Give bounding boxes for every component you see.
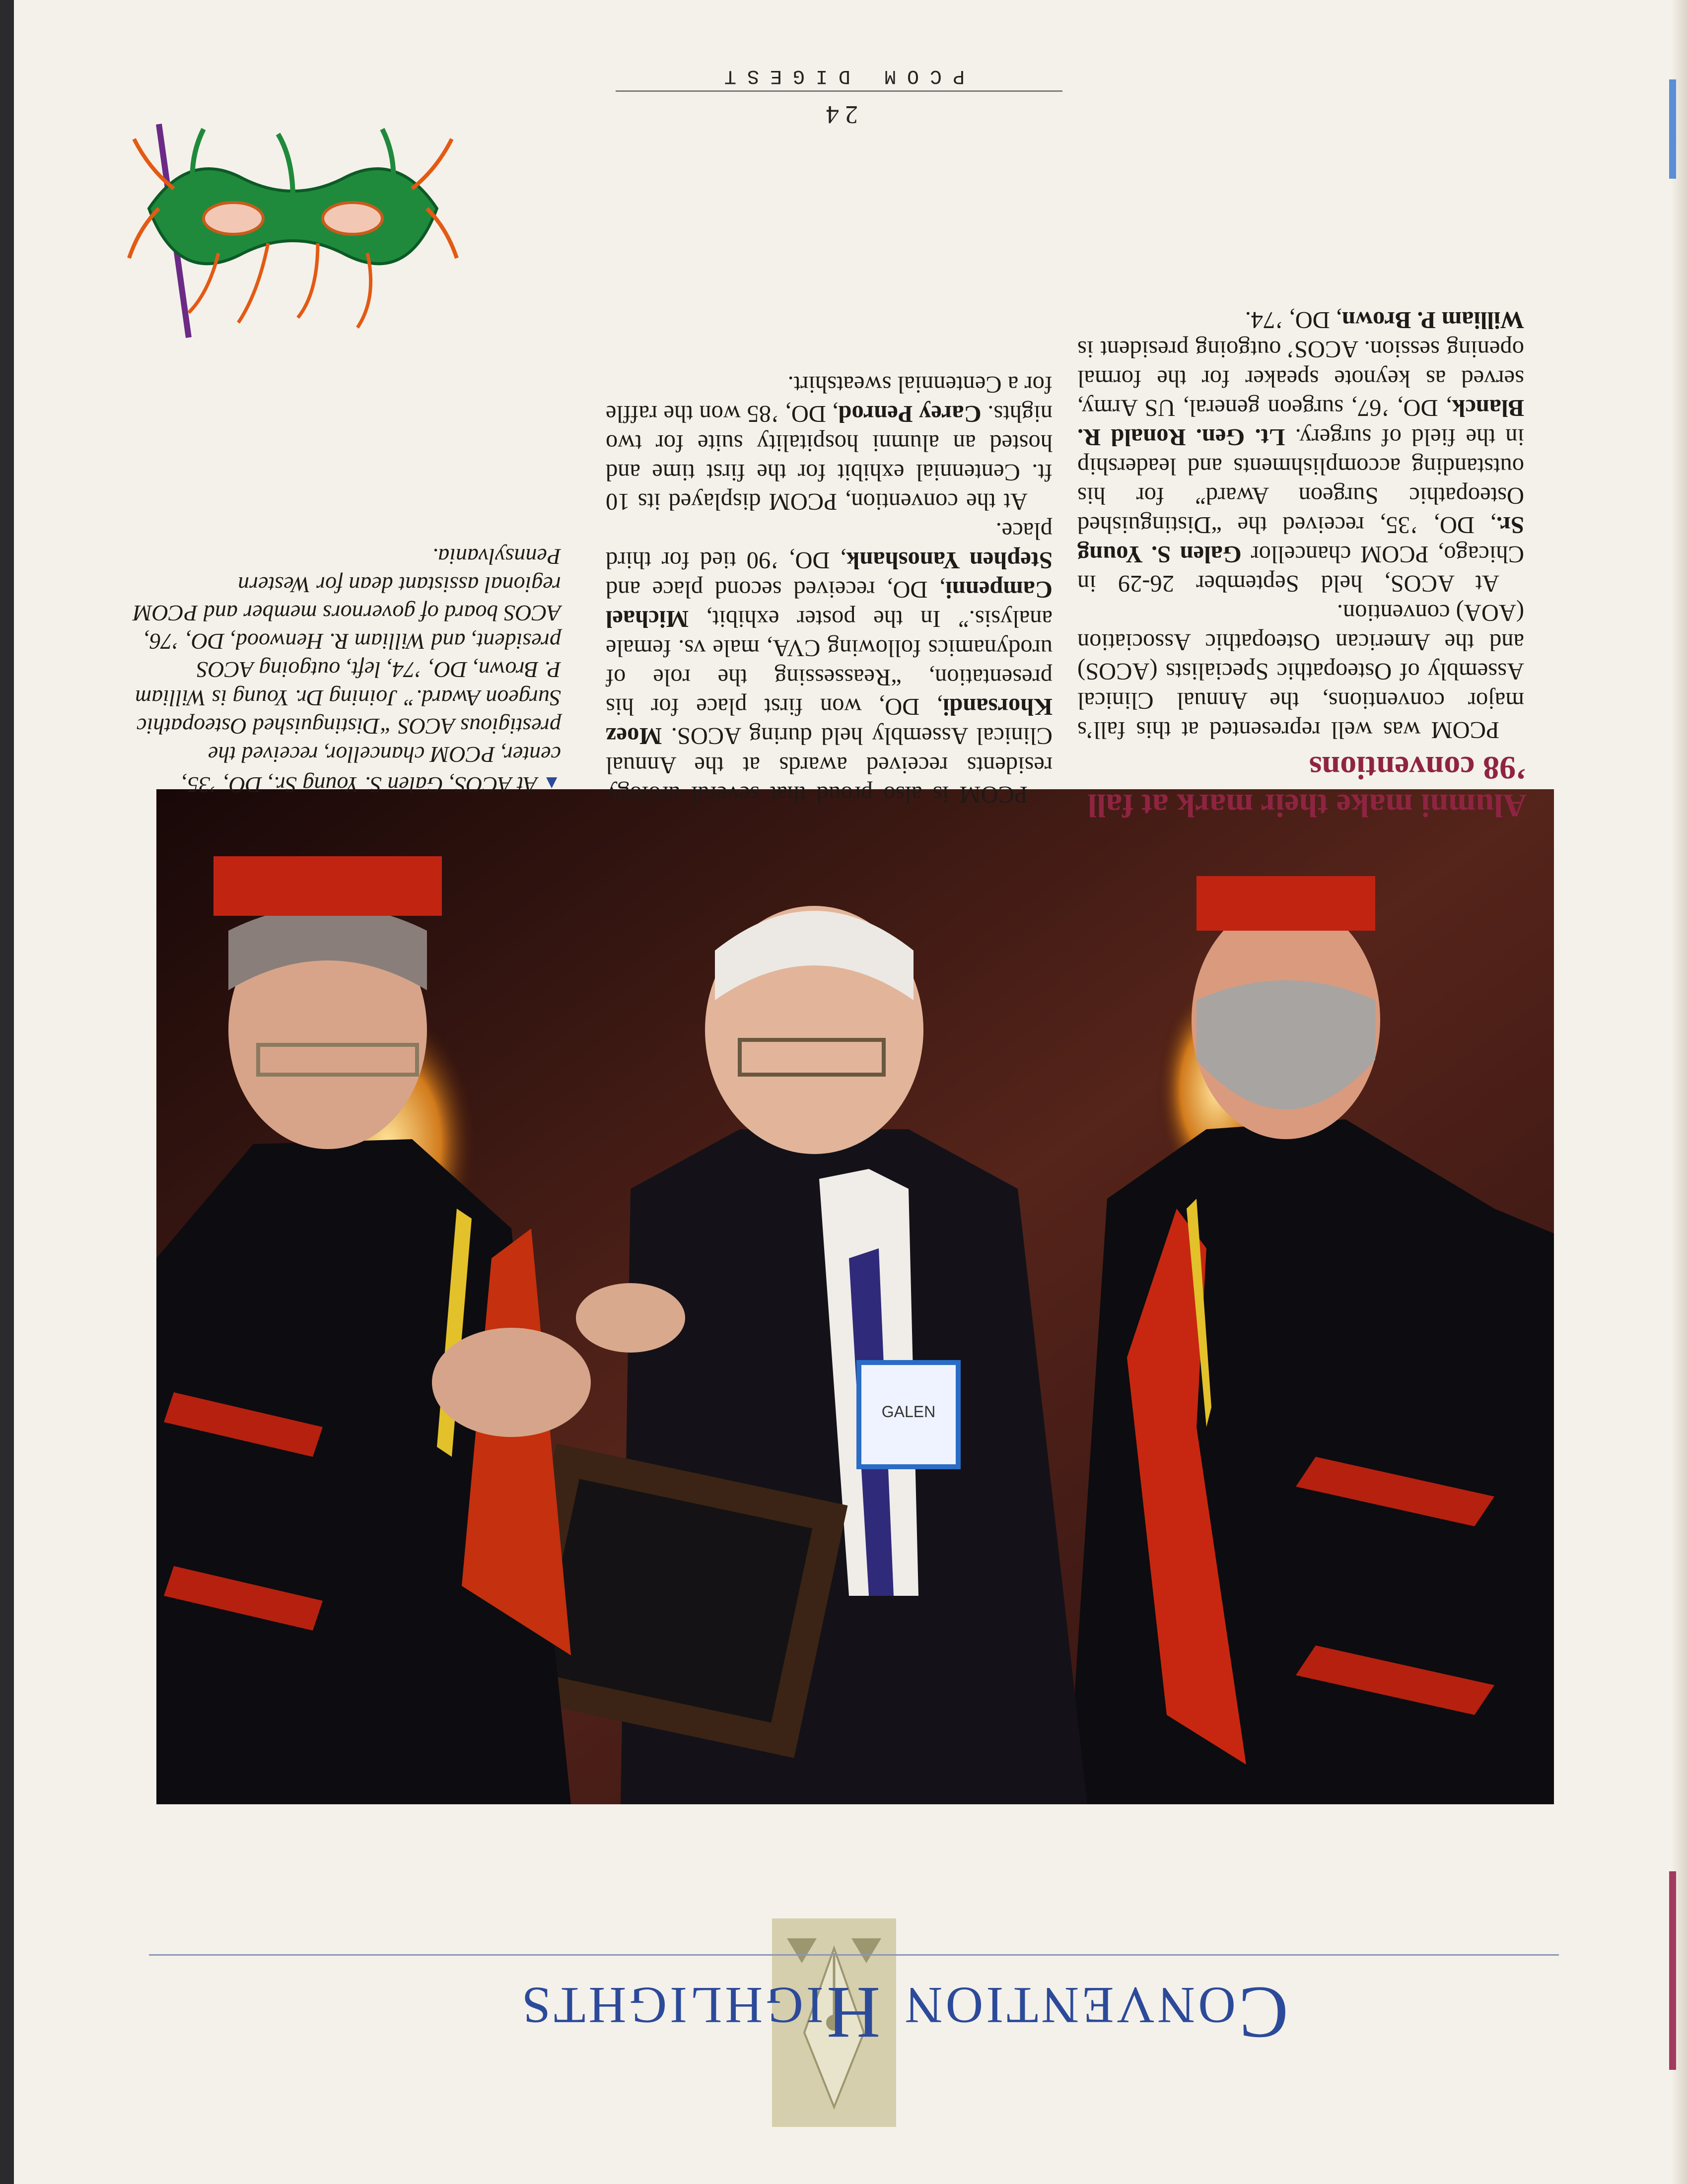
award-ceremony-photo [156, 789, 1554, 1804]
caption-marker-icon: ▲ [542, 773, 561, 794]
photo-caption [129, 543, 561, 799]
person-name: Galen S. Young Sr. [1077, 512, 1524, 567]
caption-text: At ACOS, Galen S. Young Sr., DO, ’35, center, PCOM chancellor, received the prestigious ACOS “Distinguished Osteopathic Surgeon Award.” Joining Dr. Young is William P. Brown, DO, ’74, left, outgoing ACOS president, and William R. Henwood, DO, ’76, ACOS board of governors member and PCOM regional assistant dean for Western Pennsylvania. [133, 544, 561, 798]
section-divider [149, 1954, 1559, 1956]
article-paragraph [1077, 305, 1524, 598]
section-title: Convention Highlights [519, 1972, 1288, 2054]
article-text: , DO, ’67, surgeon general, US Army, served as keynote speaker for the formal opening session. ACOS’ outgoing president is [1077, 336, 1524, 421]
page-edge-tab [1669, 1871, 1676, 2070]
article-text: At the convention, PCOM displayed its 10 ft. Centennial exhibit for the first time and hosted an alumni hospitality suite for two nights. [606, 401, 1053, 515]
page-gutter [1671, 0, 1688, 2184]
article-paragraph [1077, 598, 1524, 745]
article-paragraph [606, 370, 1053, 516]
person-name: Stephen Yanoshank [846, 547, 1053, 573]
article-text: , DO, received second place and [606, 576, 946, 603]
masquerade-mask-icon [119, 119, 467, 357]
article-text: , DO, ’90 tied for third place. [606, 518, 1053, 573]
footer-rule [616, 90, 1062, 92]
person-name: Lt. Gen. Ronald R. Blanck [1077, 395, 1524, 450]
person-name: Michael Campenni [606, 576, 1053, 632]
photo-name-badge: GALEN [881, 1403, 936, 1421]
article-text: At ACOS, held September 26-29 in Chicago, PCOM chancellor [1077, 541, 1524, 597]
article-text: PCOM was well represented at this fall’s major conventions, the Annual Clinical Assembly of Osteopathic Specialists (ACOS) and the American Osteopathic Association (AOA) convention. [1077, 600, 1524, 743]
article-text: , DO, won first place for his presentation, “Reassessing the role of urodynamics following CVA, male vs. female analysis.” In the poster exhibit, [606, 606, 1053, 720]
article-paragraph [606, 516, 1053, 809]
article-headline: Alumni make their mark at fall ’98 conventions [1087, 750, 1527, 823]
person-name: Moez Khorsandi [606, 693, 1053, 749]
article-column-middle [606, 313, 1053, 809]
article-text: , DO, ’74. [1245, 307, 1342, 333]
article-column-left [1077, 248, 1524, 745]
publication-name: PCOM DIGEST [713, 65, 965, 87]
page-number: 24 [820, 100, 858, 129]
page-edge-tab-blue [1669, 79, 1676, 179]
article-text: PCOM is also proud that several urology residents received awards at the Annual Clinical Assembly held during ACOS. [606, 723, 1053, 808]
person-name: Carey Penrod [838, 401, 982, 427]
person-name: William P. Brown [1342, 307, 1524, 333]
page-edge-shadow [0, 0, 14, 2184]
article-text: , DO, ’35, received the “Distinguished Osteopathic Surgeon Award” for his outstanding accomplishments and leadership in the field of surgery. [1077, 424, 1524, 538]
article-text: , DO, ’85 won the raffle for a Centennial sweatshirt. [605, 371, 1053, 427]
